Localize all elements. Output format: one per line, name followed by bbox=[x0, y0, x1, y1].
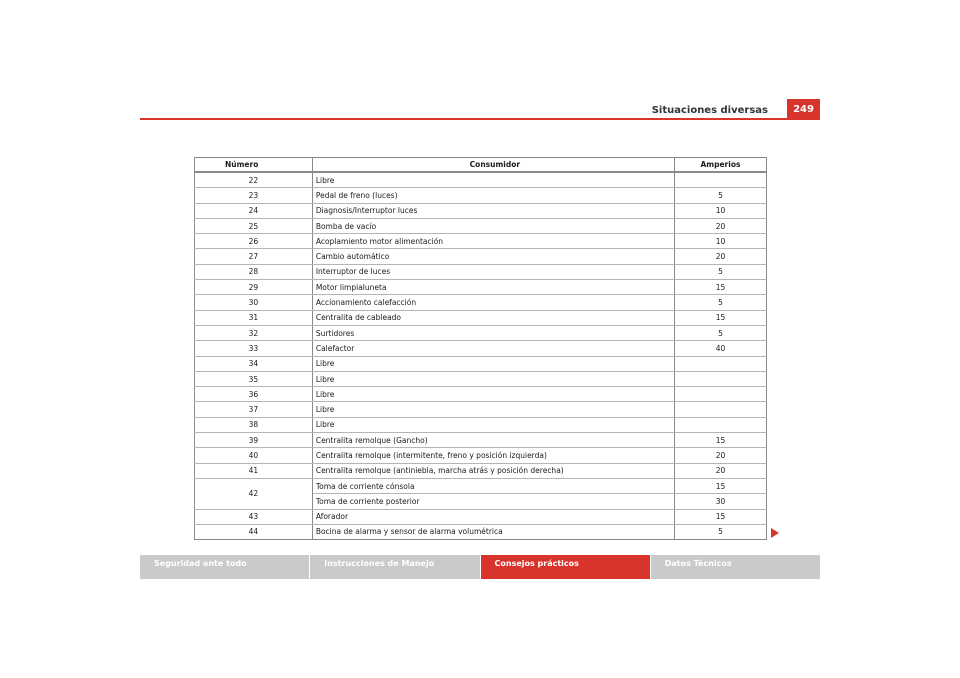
table-row bbox=[195, 356, 767, 371]
cell-amperes bbox=[674, 417, 766, 432]
cell-number: 35 bbox=[195, 371, 313, 386]
cell-number: 24 bbox=[195, 203, 313, 218]
table-row bbox=[195, 371, 767, 386]
table-row bbox=[195, 280, 767, 295]
cell-consumer: Libre bbox=[312, 402, 674, 417]
cell-amperes: 15 bbox=[674, 509, 766, 524]
table-row bbox=[195, 249, 767, 264]
cell-number: 31 bbox=[195, 310, 313, 325]
cell-amperes: 10 bbox=[674, 203, 766, 218]
table-row bbox=[195, 310, 767, 325]
tab-consejos[interactable]: Consejos prácticos bbox=[481, 555, 650, 579]
table-header-row bbox=[195, 158, 767, 173]
header-divider bbox=[140, 118, 820, 120]
cell-amperes bbox=[674, 356, 766, 371]
page-header-title: Situaciones diversas bbox=[651, 105, 768, 116]
cell-amperes: 15 bbox=[674, 310, 766, 325]
table-row bbox=[195, 524, 767, 539]
cell-consumer: Toma de corriente cónsola bbox=[312, 478, 674, 493]
cell-number: 43 bbox=[195, 509, 313, 524]
cell-number: 38 bbox=[195, 417, 313, 432]
cell-amperes: 15 bbox=[674, 280, 766, 295]
cell-number: 40 bbox=[195, 448, 313, 463]
cell-amperes: 20 bbox=[674, 448, 766, 463]
cell-consumer: Motor limpialuneta bbox=[312, 280, 674, 295]
table-row bbox=[195, 203, 767, 218]
table-row bbox=[195, 509, 767, 524]
cell-number: 37 bbox=[195, 402, 313, 417]
cell-consumer: Interruptor de luces bbox=[312, 264, 674, 279]
cell-number: 42 bbox=[195, 478, 313, 509]
cell-consumer: Centralita remolque (Gancho) bbox=[312, 433, 674, 448]
table-row bbox=[195, 417, 767, 432]
cell-consumer: Libre bbox=[312, 172, 674, 188]
cell-number: 39 bbox=[195, 433, 313, 448]
cell-number: 29 bbox=[195, 280, 313, 295]
cell-amperes: 5 bbox=[674, 325, 766, 340]
table-row bbox=[195, 264, 767, 279]
fuse-table bbox=[194, 157, 767, 540]
cell-amperes: 20 bbox=[674, 249, 766, 264]
table-row bbox=[195, 478, 767, 493]
cell-consumer: Diagnosis/Interruptor luces bbox=[312, 203, 674, 218]
table-row bbox=[195, 218, 767, 233]
column-header-number: Número bbox=[195, 158, 313, 173]
table-row bbox=[195, 463, 767, 478]
table-row bbox=[195, 234, 767, 249]
cell-number: 33 bbox=[195, 341, 313, 356]
footer-nav bbox=[140, 555, 820, 579]
cell-consumer: Centralita remolque (intermitente, freno y posición izquierda) bbox=[312, 448, 674, 463]
column-header-consumer: Consumidor bbox=[312, 158, 674, 173]
table-row bbox=[195, 341, 767, 356]
cell-amperes: 5 bbox=[674, 295, 766, 310]
cell-amperes bbox=[674, 387, 766, 402]
column-header-amperes: Amperios bbox=[674, 158, 766, 173]
cell-number: 30 bbox=[195, 295, 313, 310]
cell-consumer: Libre bbox=[312, 356, 674, 371]
cell-amperes: 15 bbox=[674, 433, 766, 448]
table-row bbox=[195, 172, 767, 188]
cell-amperes: 10 bbox=[674, 234, 766, 249]
cell-amperes: 40 bbox=[674, 341, 766, 356]
cell-consumer: Bomba de vacío bbox=[312, 218, 674, 233]
cell-number: 27 bbox=[195, 249, 313, 264]
cell-number: 32 bbox=[195, 325, 313, 340]
table-row bbox=[195, 387, 767, 402]
table-row bbox=[195, 295, 767, 310]
table-body bbox=[195, 172, 767, 540]
tab-instrucciones[interactable]: Instrucciones de Manejo bbox=[310, 555, 479, 579]
cell-number: 36 bbox=[195, 387, 313, 402]
cell-consumer: Centralita remolque (antiniebla, marcha atrás y posición derecha) bbox=[312, 463, 674, 478]
cell-number: 25 bbox=[195, 218, 313, 233]
cell-consumer: Cambio automático bbox=[312, 249, 674, 264]
table-row bbox=[195, 325, 767, 340]
table-row bbox=[195, 188, 767, 203]
cell-number: 28 bbox=[195, 264, 313, 279]
tab-datos-tecnicos[interactable]: Datos Técnicos bbox=[651, 555, 820, 579]
table-row bbox=[195, 402, 767, 417]
cell-amperes: 30 bbox=[674, 494, 766, 509]
cell-consumer: Surtidores bbox=[312, 325, 674, 340]
cell-number: 41 bbox=[195, 463, 313, 478]
cell-consumer: Pedal de freno (luces) bbox=[312, 188, 674, 203]
arrow-right-icon[interactable] bbox=[771, 528, 779, 538]
cell-consumer: Libre bbox=[312, 387, 674, 402]
cell-number: 34 bbox=[195, 356, 313, 371]
cell-consumer: Libre bbox=[312, 371, 674, 386]
cell-number: 44 bbox=[195, 524, 313, 539]
page-number-badge: 249 bbox=[787, 99, 820, 119]
cell-amperes: 5 bbox=[674, 188, 766, 203]
cell-number: 26 bbox=[195, 234, 313, 249]
cell-consumer: Centralita de cableado bbox=[312, 310, 674, 325]
cell-amperes bbox=[674, 402, 766, 417]
cell-consumer: Aforador bbox=[312, 509, 674, 524]
cell-consumer: Toma de corriente posterior bbox=[312, 494, 674, 509]
cell-consumer: Calefactor bbox=[312, 341, 674, 356]
cell-number: 23 bbox=[195, 188, 313, 203]
cell-consumer: Bocina de alarma y sensor de alarma volumétrica bbox=[312, 524, 674, 539]
cell-consumer: Libre bbox=[312, 417, 674, 432]
cell-amperes bbox=[674, 172, 766, 188]
cell-amperes: 5 bbox=[674, 264, 766, 279]
tab-seguridad[interactable]: Seguridad ante todo bbox=[140, 555, 309, 579]
cell-consumer: Acoplamiento motor alimentación bbox=[312, 234, 674, 249]
cell-amperes: 5 bbox=[718, 527, 723, 537]
table-row bbox=[195, 448, 767, 463]
cell-consumer: Accionamiento calefacción bbox=[312, 295, 674, 310]
cell-amperes: 15 bbox=[674, 478, 766, 493]
cell-number: 22 bbox=[195, 172, 313, 188]
table-row bbox=[195, 433, 767, 448]
cell-amperes: 20 bbox=[674, 463, 766, 478]
cell-amperes: 20 bbox=[674, 218, 766, 233]
cell-amperes bbox=[674, 371, 766, 386]
